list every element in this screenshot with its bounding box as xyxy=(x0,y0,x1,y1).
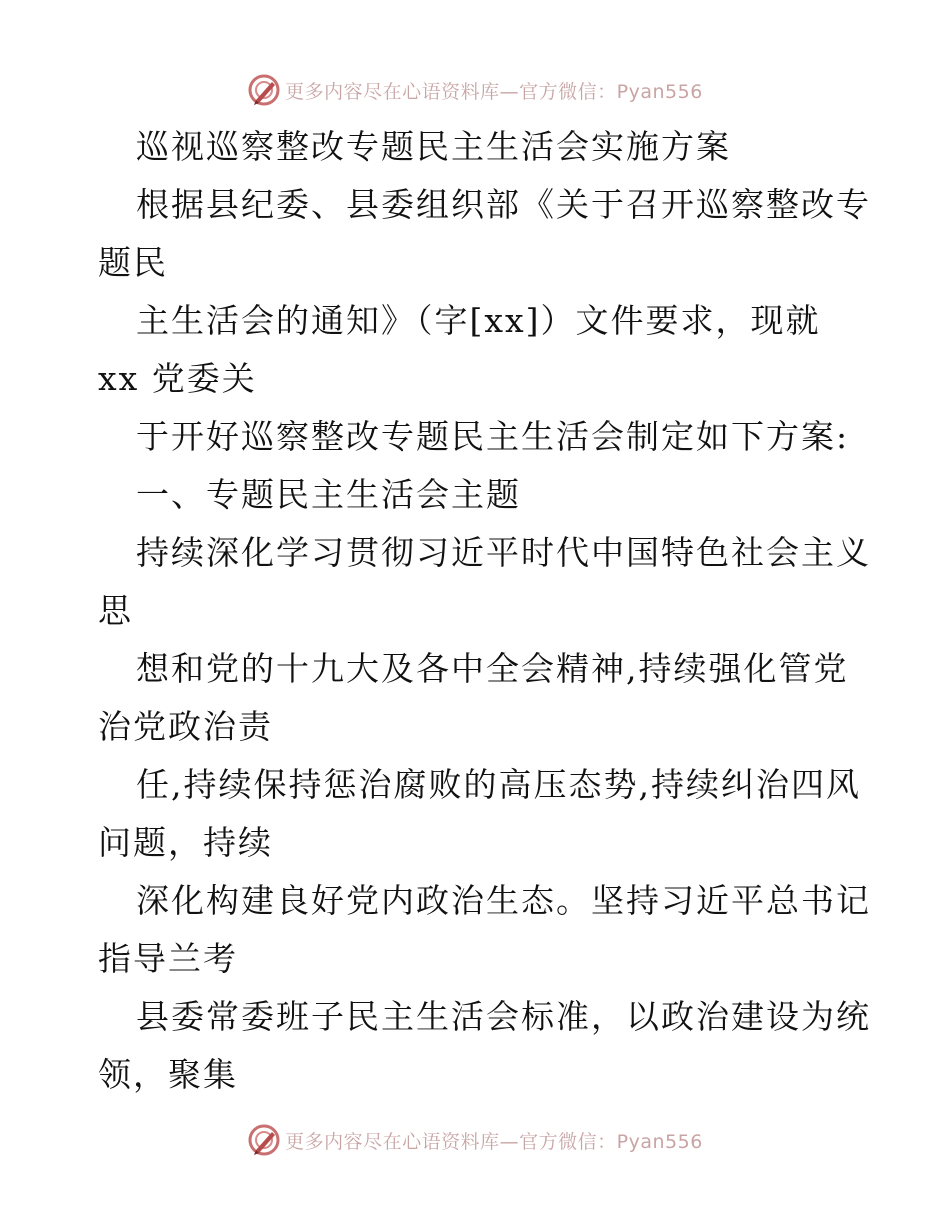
document-line: 于开好巡察整改专题民主生活会制定如下方案: xyxy=(136,417,850,456)
document-line: 治党政治责 xyxy=(98,707,273,746)
document-line: 主生活会的通知》（字[xx]）文件要求，现就 xyxy=(136,301,821,340)
document-line: 巡视巡察整改专题民主生活会实施方案 xyxy=(136,127,731,166)
document-line: xx 党委关 xyxy=(98,359,257,398)
document-body xyxy=(98,118,871,1104)
document-line: 任,持续保持惩治腐败的高压态势,持续纠治四风 xyxy=(136,765,861,804)
document-line: 指导兰考 xyxy=(98,939,238,978)
header-watermark-banner xyxy=(0,70,950,110)
document-line: 想和党的十九大及各中全会精神,持续强化管党 xyxy=(136,649,849,688)
pen-seal-logo-icon xyxy=(247,73,281,107)
document-line: 一、专题民主生活会主题 xyxy=(136,475,521,514)
footer-watermark-banner xyxy=(0,1120,950,1160)
watermark-text: 更多内容尽在心语资料库—官方微信：Pyan556 xyxy=(285,80,703,103)
document-line: 深化构建良好党内政治生态。坚持习近平总书记 xyxy=(136,881,871,920)
document-line: 持续深化学习贯彻习近平时代中国特色社会主义 xyxy=(136,533,871,572)
document-line: 县委常委班子民主生活会标准，以政治建设为统 xyxy=(136,997,871,1036)
document-line: 思 xyxy=(98,591,133,630)
document-line: 题民 xyxy=(98,243,168,282)
document-line: 领，聚集 xyxy=(98,1055,238,1094)
pen-seal-logo-icon xyxy=(247,1123,281,1157)
document-line: 问题，持续 xyxy=(98,823,273,862)
watermark-text: 更多内容尽在心语资料库—官方微信：Pyan556 xyxy=(285,1130,703,1153)
document-line: 根据县纪委、县委组织部《关于召开巡察整改专 xyxy=(136,185,871,224)
